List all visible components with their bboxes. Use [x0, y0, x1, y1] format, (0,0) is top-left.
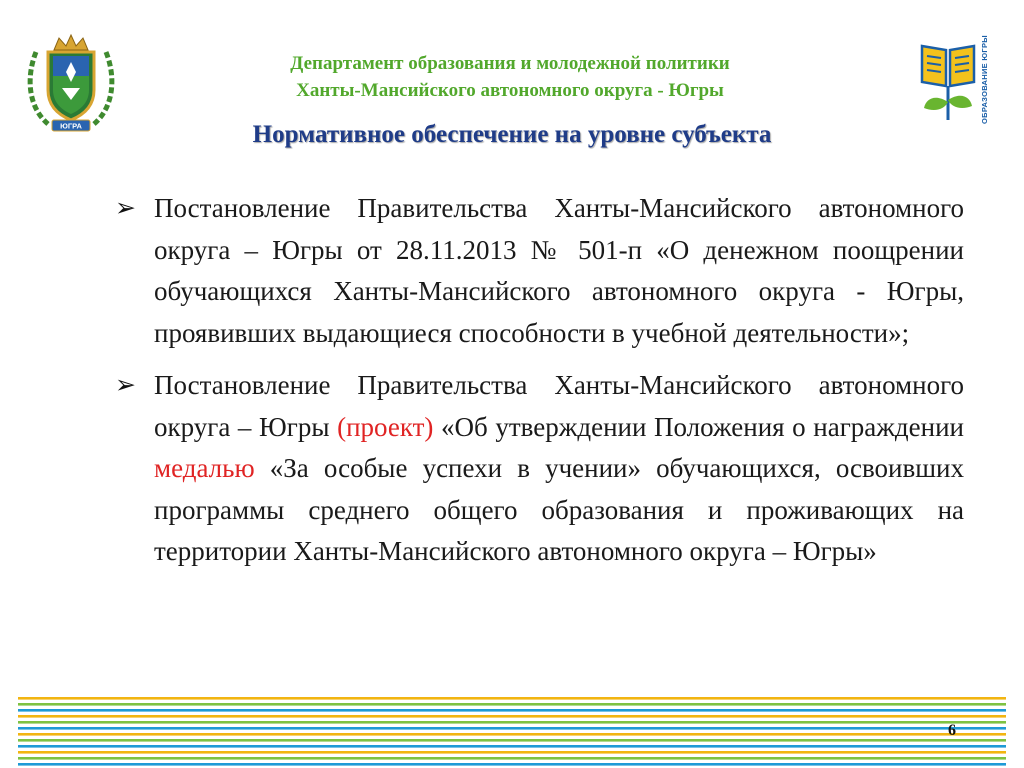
- arrow-bullet-icon: ➢: [115, 195, 136, 222]
- item-text-part: «За особые успехи в учении» обучающихся, освоивших программы среднего общего образования и проживающих на территории Ханты-Мансийского автономного округа – Югры»: [154, 453, 964, 566]
- footer-stripe: [18, 751, 1006, 754]
- list-item: [115, 365, 964, 573]
- open-book-icon: [918, 42, 978, 124]
- footer-stripe: [18, 757, 1006, 760]
- footer-stripe: [18, 733, 1006, 736]
- coat-of-arms-logo: [26, 32, 116, 134]
- arrow-bullet-icon: ➢: [115, 372, 136, 399]
- education-yugra-logo: [918, 35, 996, 124]
- draft-label: (проект): [337, 411, 434, 442]
- footer-stripe: [18, 709, 1006, 712]
- footer-stripe: [18, 739, 1006, 742]
- footer-stripe: [18, 703, 1006, 706]
- footer-stripes: [18, 694, 1006, 768]
- department-name-line1: Департамент образования и молодежной политики: [290, 53, 730, 74]
- svg-text:ЮГРА: ЮГРА: [60, 121, 82, 131]
- footer-stripe: [18, 715, 1006, 718]
- slide-title: Нормативное обеспечение на уровне субъекта: [252, 121, 772, 148]
- item-text-part: «Об утверждении Положения о награждении: [433, 411, 964, 442]
- footer-stripe: [18, 745, 1006, 748]
- page-number: 6: [948, 722, 956, 739]
- department-heading: [150, 50, 870, 104]
- item-text-part: Постановление Правительства Ханты-Мансийского автономного округа – Югры: [154, 370, 964, 442]
- medal-label: медалью: [154, 453, 255, 483]
- footer-stripe: [18, 763, 1006, 766]
- coat-of-arms-icon: [26, 32, 116, 134]
- normative-documents-list: [115, 188, 964, 573]
- footer-stripe: [18, 721, 1006, 724]
- item-text: Постановление Правительства Ханты-Мансийского автономного округа – Югры от 28.11.2013 № 501-п «О денежном поощрении обучающихся Ханты-Мансийского автономного округа - Югры, проявивших выдающиеся способности в учебной деятельности»;: [154, 193, 964, 348]
- list-item: [115, 188, 964, 354]
- department-name-line2: Ханты-Мансийского автономного округа - Югры: [296, 80, 724, 101]
- footer-stripe: [18, 727, 1006, 730]
- footer-stripe: [18, 697, 1006, 700]
- logo-caption: ОБРАЗОВАНИЕ ЮГРЫ: [980, 35, 989, 124]
